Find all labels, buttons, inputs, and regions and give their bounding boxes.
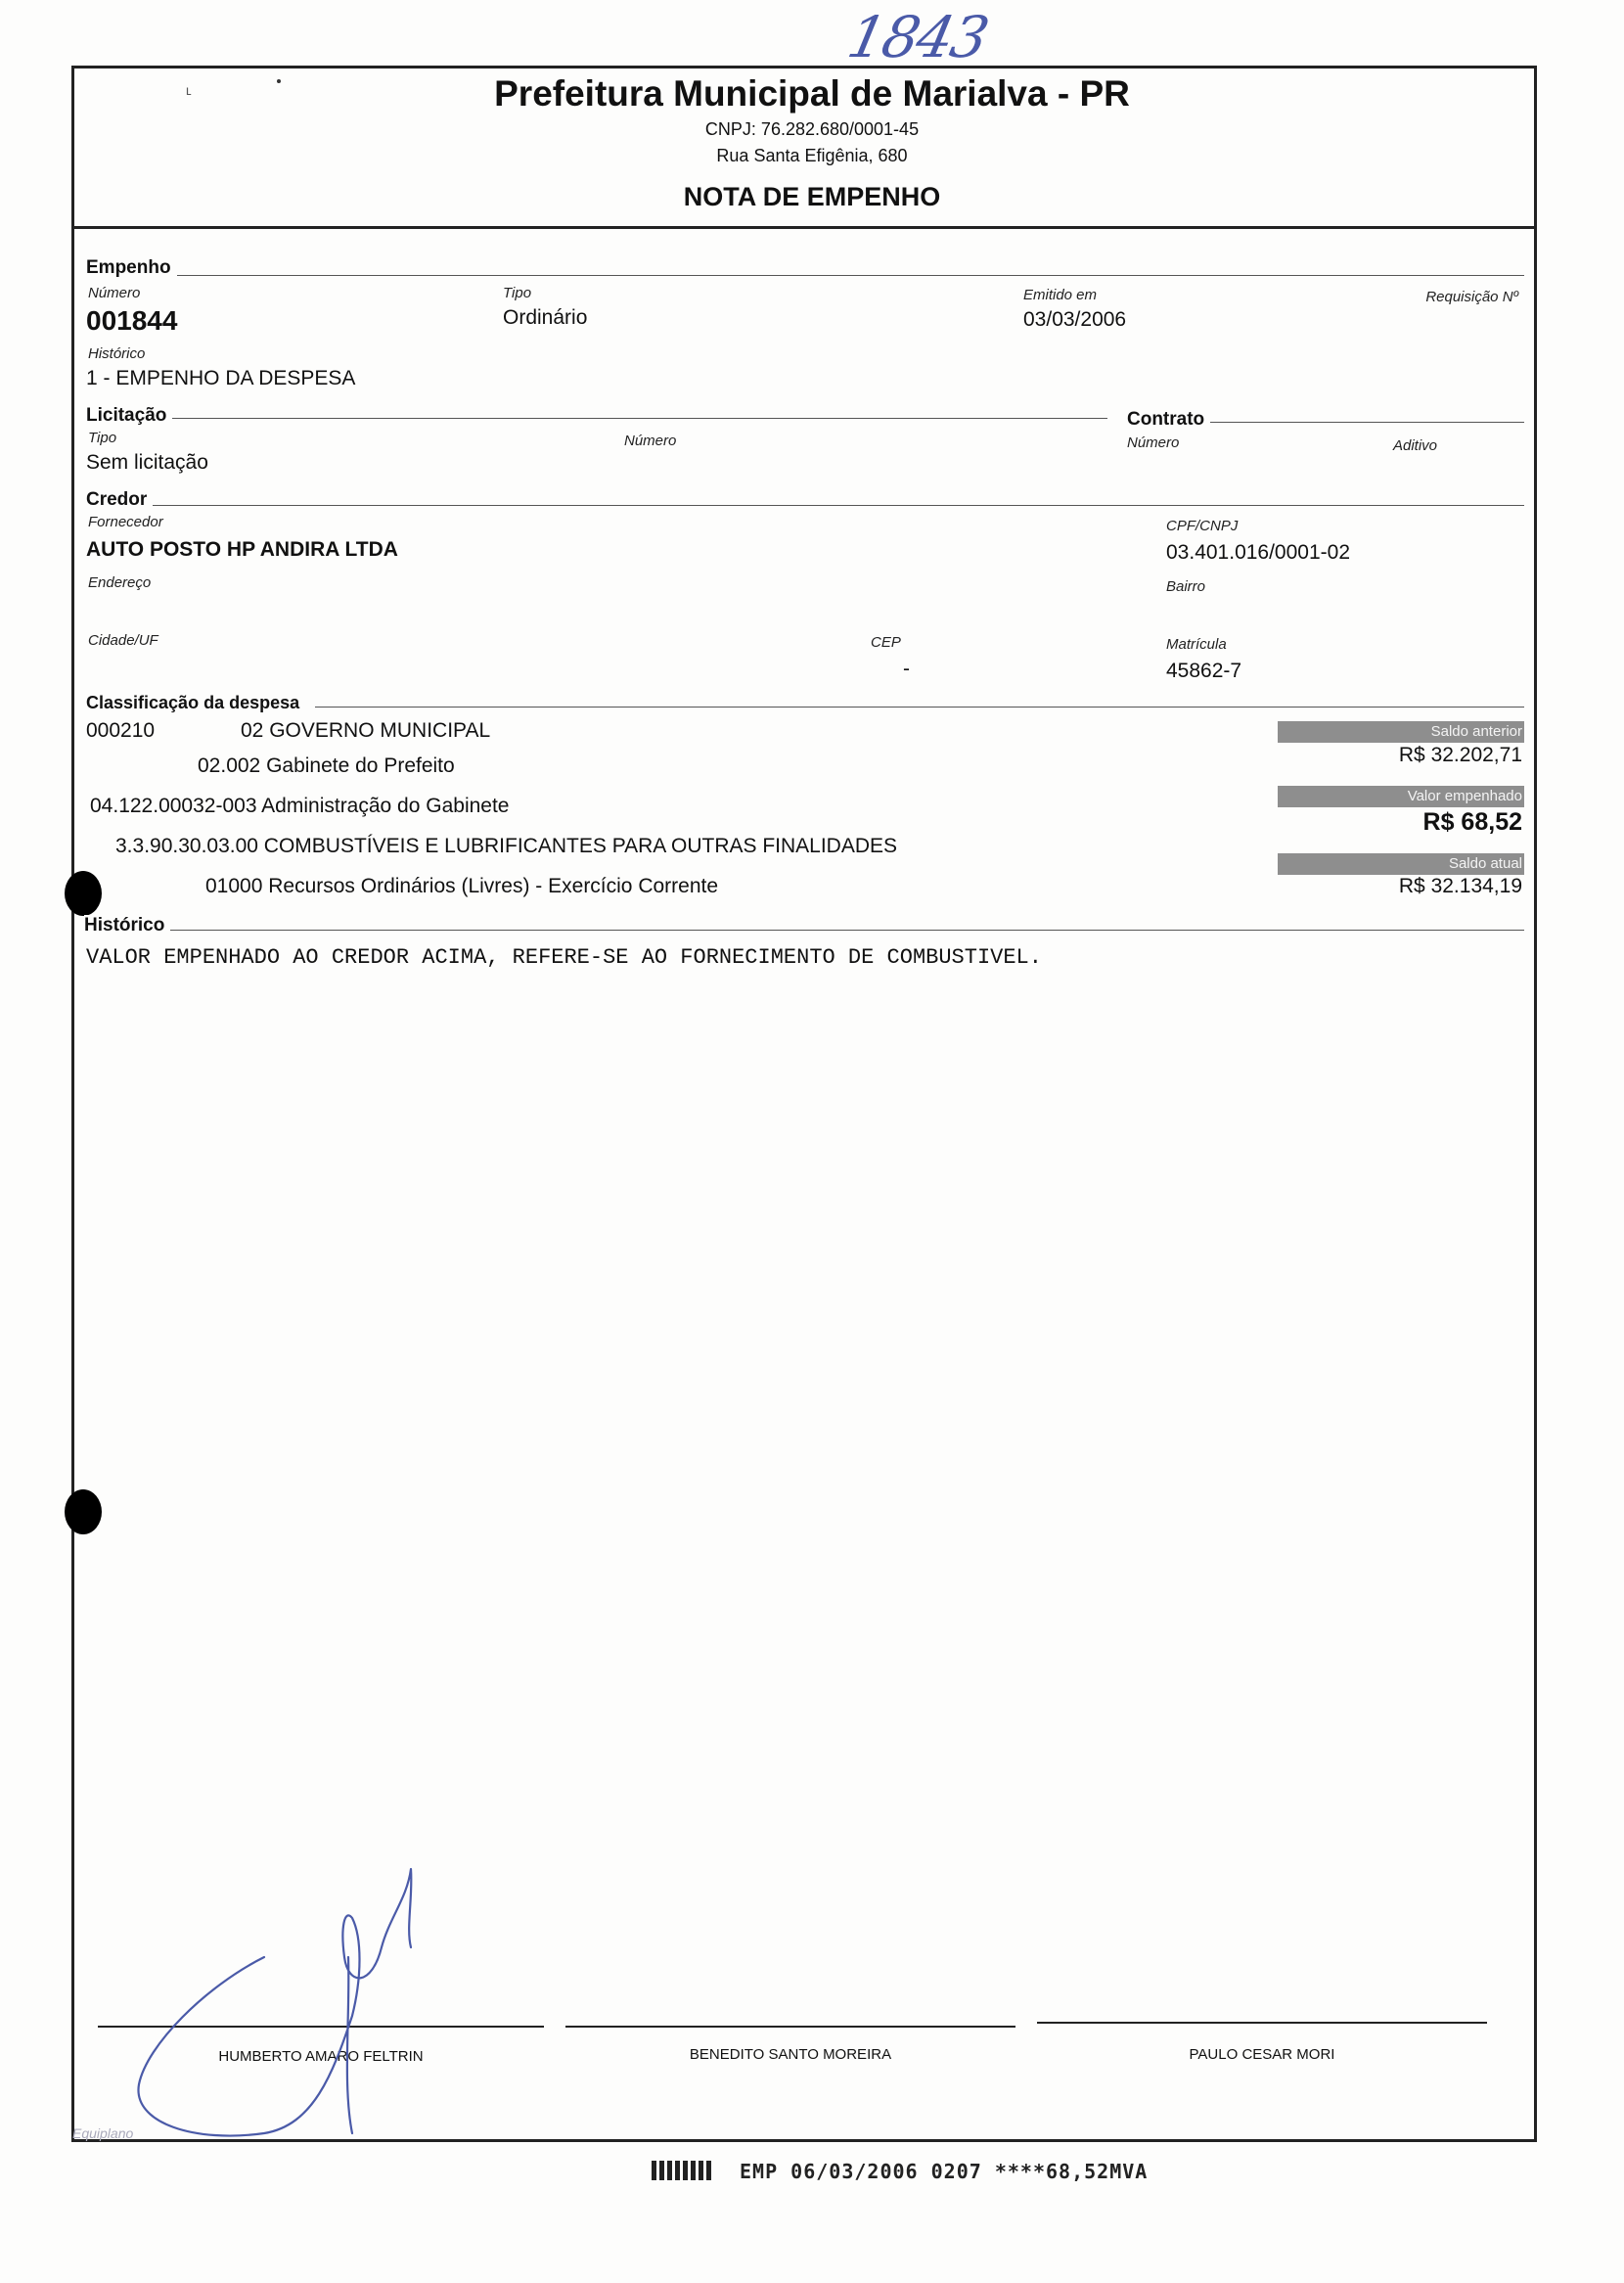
requisicao-label: Requisição Nº [1425,289,1518,305]
saldo-anterior-badge: Saldo anterior [1278,721,1524,743]
validation-code: EMP 06/03/2006 0207 ****68,52MVA [740,2160,1149,2183]
empenho-numero: 001844 [86,305,178,336]
validation-barcode [652,2161,712,2180]
empenho-tipo: Ordinário [503,306,588,329]
cpf-cnpj: 03.401.016/0001-02 [1166,541,1351,564]
cidade-uf-label: Cidade/UF [88,632,158,649]
empenho-emitido-label: Emitido em [1023,287,1098,303]
classificacao-orgao: 02 GOVERNO MUNICIPAL [241,719,491,742]
licitacao-section-title: Licitação [86,405,172,427]
signatory-3-name: PAULO CESAR MORI [1189,2046,1335,2063]
empenho-numero-label: Número [88,285,141,301]
punch-hole-upper [65,871,102,916]
historico-section-line [168,930,1524,931]
matricula-value: 45862-7 [1166,660,1242,682]
matricula-label: Matrícula [1166,636,1227,653]
saldo-atual-badge: Saldo atual [1278,853,1524,875]
signatory-2-name: BENEDITO SANTO MOREIRA [689,2046,892,2063]
document-title: NOTA DE EMPENHO [683,182,941,211]
software-watermark: Equiplano [72,2125,134,2141]
classificacao-section-line [315,707,1524,708]
contrato-numero-label: Número [1127,434,1180,451]
valor-empenhado-badge: Valor empenhado [1278,786,1524,807]
endereco-label: Endereço [88,574,152,591]
licitacao-tipo: Sem licitação [86,451,208,474]
contrato-aditivo-label: Aditivo [1393,437,1438,454]
municipality-title: Prefeitura Municipal de Marialva - PR [494,73,1130,114]
credor-section-title: Credor [86,489,153,511]
empenho-emitido-date: 03/03/2006 [1023,308,1127,331]
municipality-cnpj: CNPJ: 76.282.680/0001-45 [704,119,920,139]
licitacao-tipo-label: Tipo [88,430,117,446]
cep-label: CEP [871,634,901,651]
classificacao-section-title: Classificação da despesa [86,693,305,713]
signature-line-3 [1037,2022,1487,2024]
handwritten-signature [117,1840,450,2153]
classificacao-code: 000210 [86,719,156,742]
fornecedor-name: AUTO POSTO HP ANDIRA LTDA [86,538,398,561]
licitacao-numero-label: Número [624,433,677,449]
scan-mark: ʟ [186,82,192,98]
valor-empenhado-value: R$ 68,52 [1422,808,1522,836]
header-divider [71,226,1537,229]
saldo-atual-value: R$ 32.134,19 [1398,875,1522,897]
credor-section-line [151,505,1524,506]
cep-value: - [903,658,910,680]
signature-line-2 [565,2026,1015,2028]
fornecedor-label: Fornecedor [88,514,163,530]
historico-text: VALOR EMPENHADO AO CREDOR ACIMA, REFERE-SE AO FORNECIMENTO DE COMBUSTIVEL. [86,945,1042,970]
empenho-section-title: Empenho [86,257,177,279]
empenho-section-line [176,275,1524,276]
municipality-address: Rua Santa Efigênia, 680 [716,146,908,165]
empenho-tipo-label: Tipo [503,285,532,301]
empenho-historico: 1 - EMPENHO DA DESPESA [86,367,356,389]
licitacao-section-line [166,418,1107,419]
punch-hole-lower [65,1489,102,1534]
saldo-anterior-value: R$ 32.202,71 [1398,744,1522,766]
cpf-cnpj-label: CPF/CNPJ [1166,518,1239,534]
bairro-label: Bairro [1166,578,1206,595]
historico-section-title: Histórico [84,915,170,936]
signatory-1-name: HUMBERTO AMARO FELTRIN [218,2048,424,2065]
classificacao-natureza: 3.3.90.30.03.00 COMBUSTÍVEIS E LUBRIFICANTES PARA OUTRAS FINALIDADES [115,835,898,857]
classificacao-funcional: 04.122.00032-003 Administração do Gabinete [90,795,510,817]
classificacao-recurso: 01000 Recursos Ordinários (Livres) - Exercício Corrente [205,875,719,897]
handwritten-page-number: 1843 [841,4,993,70]
contrato-section-title: Contrato [1127,409,1210,431]
classificacao-unidade: 02.002 Gabinete do Prefeito [198,754,455,777]
contrato-section-line [1209,422,1524,423]
empenho-historico-label: Histórico [88,345,146,362]
